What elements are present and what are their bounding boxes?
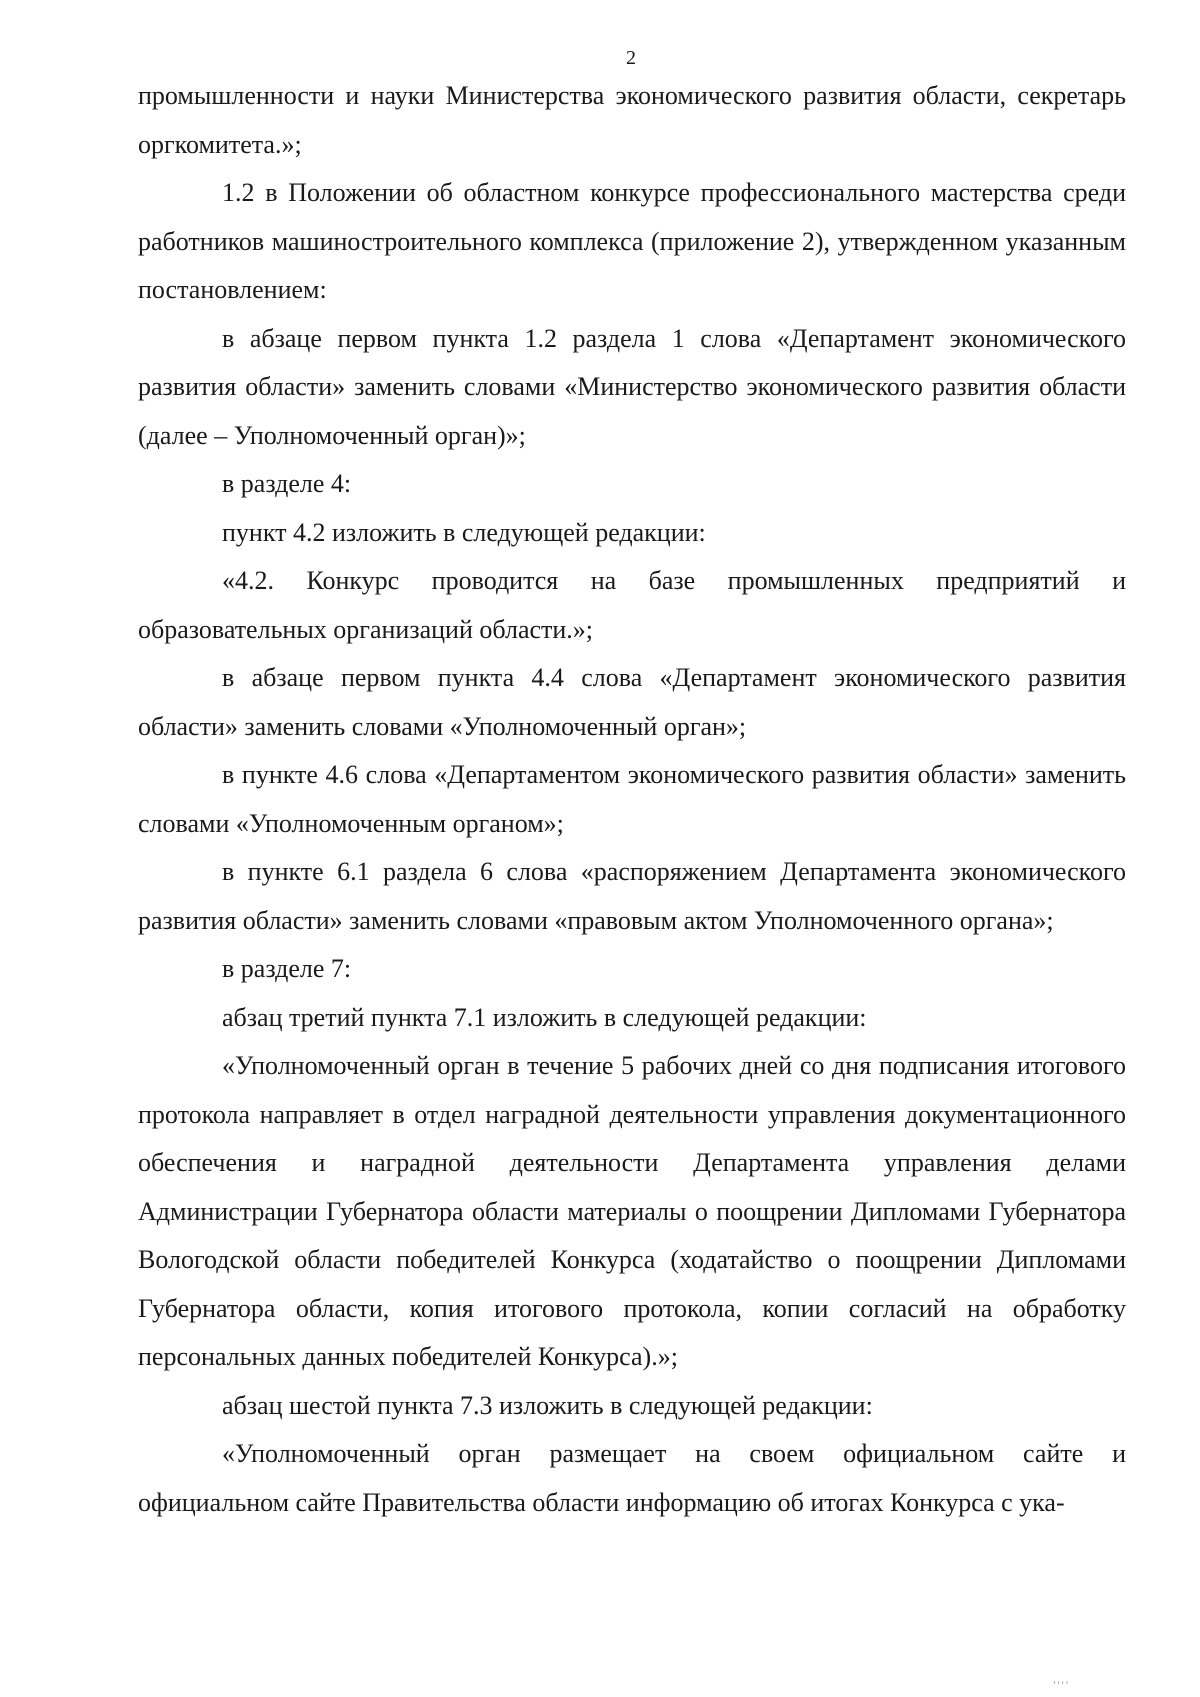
paragraph-8: в пункте 4.6 слова «Департаментом экономического развития области» заменить словами «Уполномоченным органом»; xyxy=(138,760,1126,838)
paragraph-7: в абзаце первом пункта 4.4 слова «Департамент экономического развития области» заменить словами «Уполномоченный орган»; xyxy=(138,663,1126,741)
paragraph-10: в разделе 7: xyxy=(222,954,352,983)
paragraph-1: промышленности и науки Министерства экономического развития области, секретарь оргкомитета.»; xyxy=(138,81,1126,159)
paragraph-9: в пункте 6.1 раздела 6 слова «распоряжением Департамента экономического развития области» заменить словами «правовым актом Уполномоченного органа»; xyxy=(138,857,1126,935)
scan-artifact: '''' xyxy=(1053,1678,1070,1692)
paragraph-2: 1.2 в Положении об областном конкурсе профессионального мастерства среди работников машиностроительного комплекса (приложение 2), утвержденном указанным постановлением: xyxy=(138,178,1126,304)
paragraph-6: «4.2. Конкурс проводится на базе промышленных предприятий и образовательных организаций области.»; xyxy=(138,566,1126,644)
page-number: 2 xyxy=(626,47,636,69)
paragraph-4: в разделе 4: xyxy=(222,469,352,498)
paragraph-11: абзац третий пункта 7.1 изложить в следующей редакции: xyxy=(222,1002,867,1032)
paragraph-3: в абзаце первом пункта 1.2 раздела 1 слова «Департамент экономического развития области» заменить словами «Министерство экономического развития области (далее – Уполномоченный орган)»; xyxy=(138,323,1126,450)
document-body xyxy=(138,72,1126,1527)
paragraph-12: «Уполномоченный орган в течение 5 рабочих дней со дня подписания итогового протокола направляет в отдел наградной деятельности управления документационного обеспечения и наградной деятельности Департамента управления делами Администрации Губернатора области материалы о поощрении Дипломами Губернатора Вологодской области победителей Конкурса (ходатайство о поощрении Дипломами Губернатора области, копия итогового протокола, копии согласий на обработку персональных данных победителей Конкурса).»; xyxy=(138,1051,1126,1371)
paragraph-13: абзац шестой пункта 7.3 изложить в следующей редакции: xyxy=(222,1390,873,1420)
paragraph-5: пункт 4.2 изложить в следующей редакции: xyxy=(222,517,706,547)
paragraph-14: «Уполномоченный орган размещает на своем официальном сайте и официальном сайте Правительства области информацию об итогах Конкурса с ука- xyxy=(138,1439,1126,1517)
